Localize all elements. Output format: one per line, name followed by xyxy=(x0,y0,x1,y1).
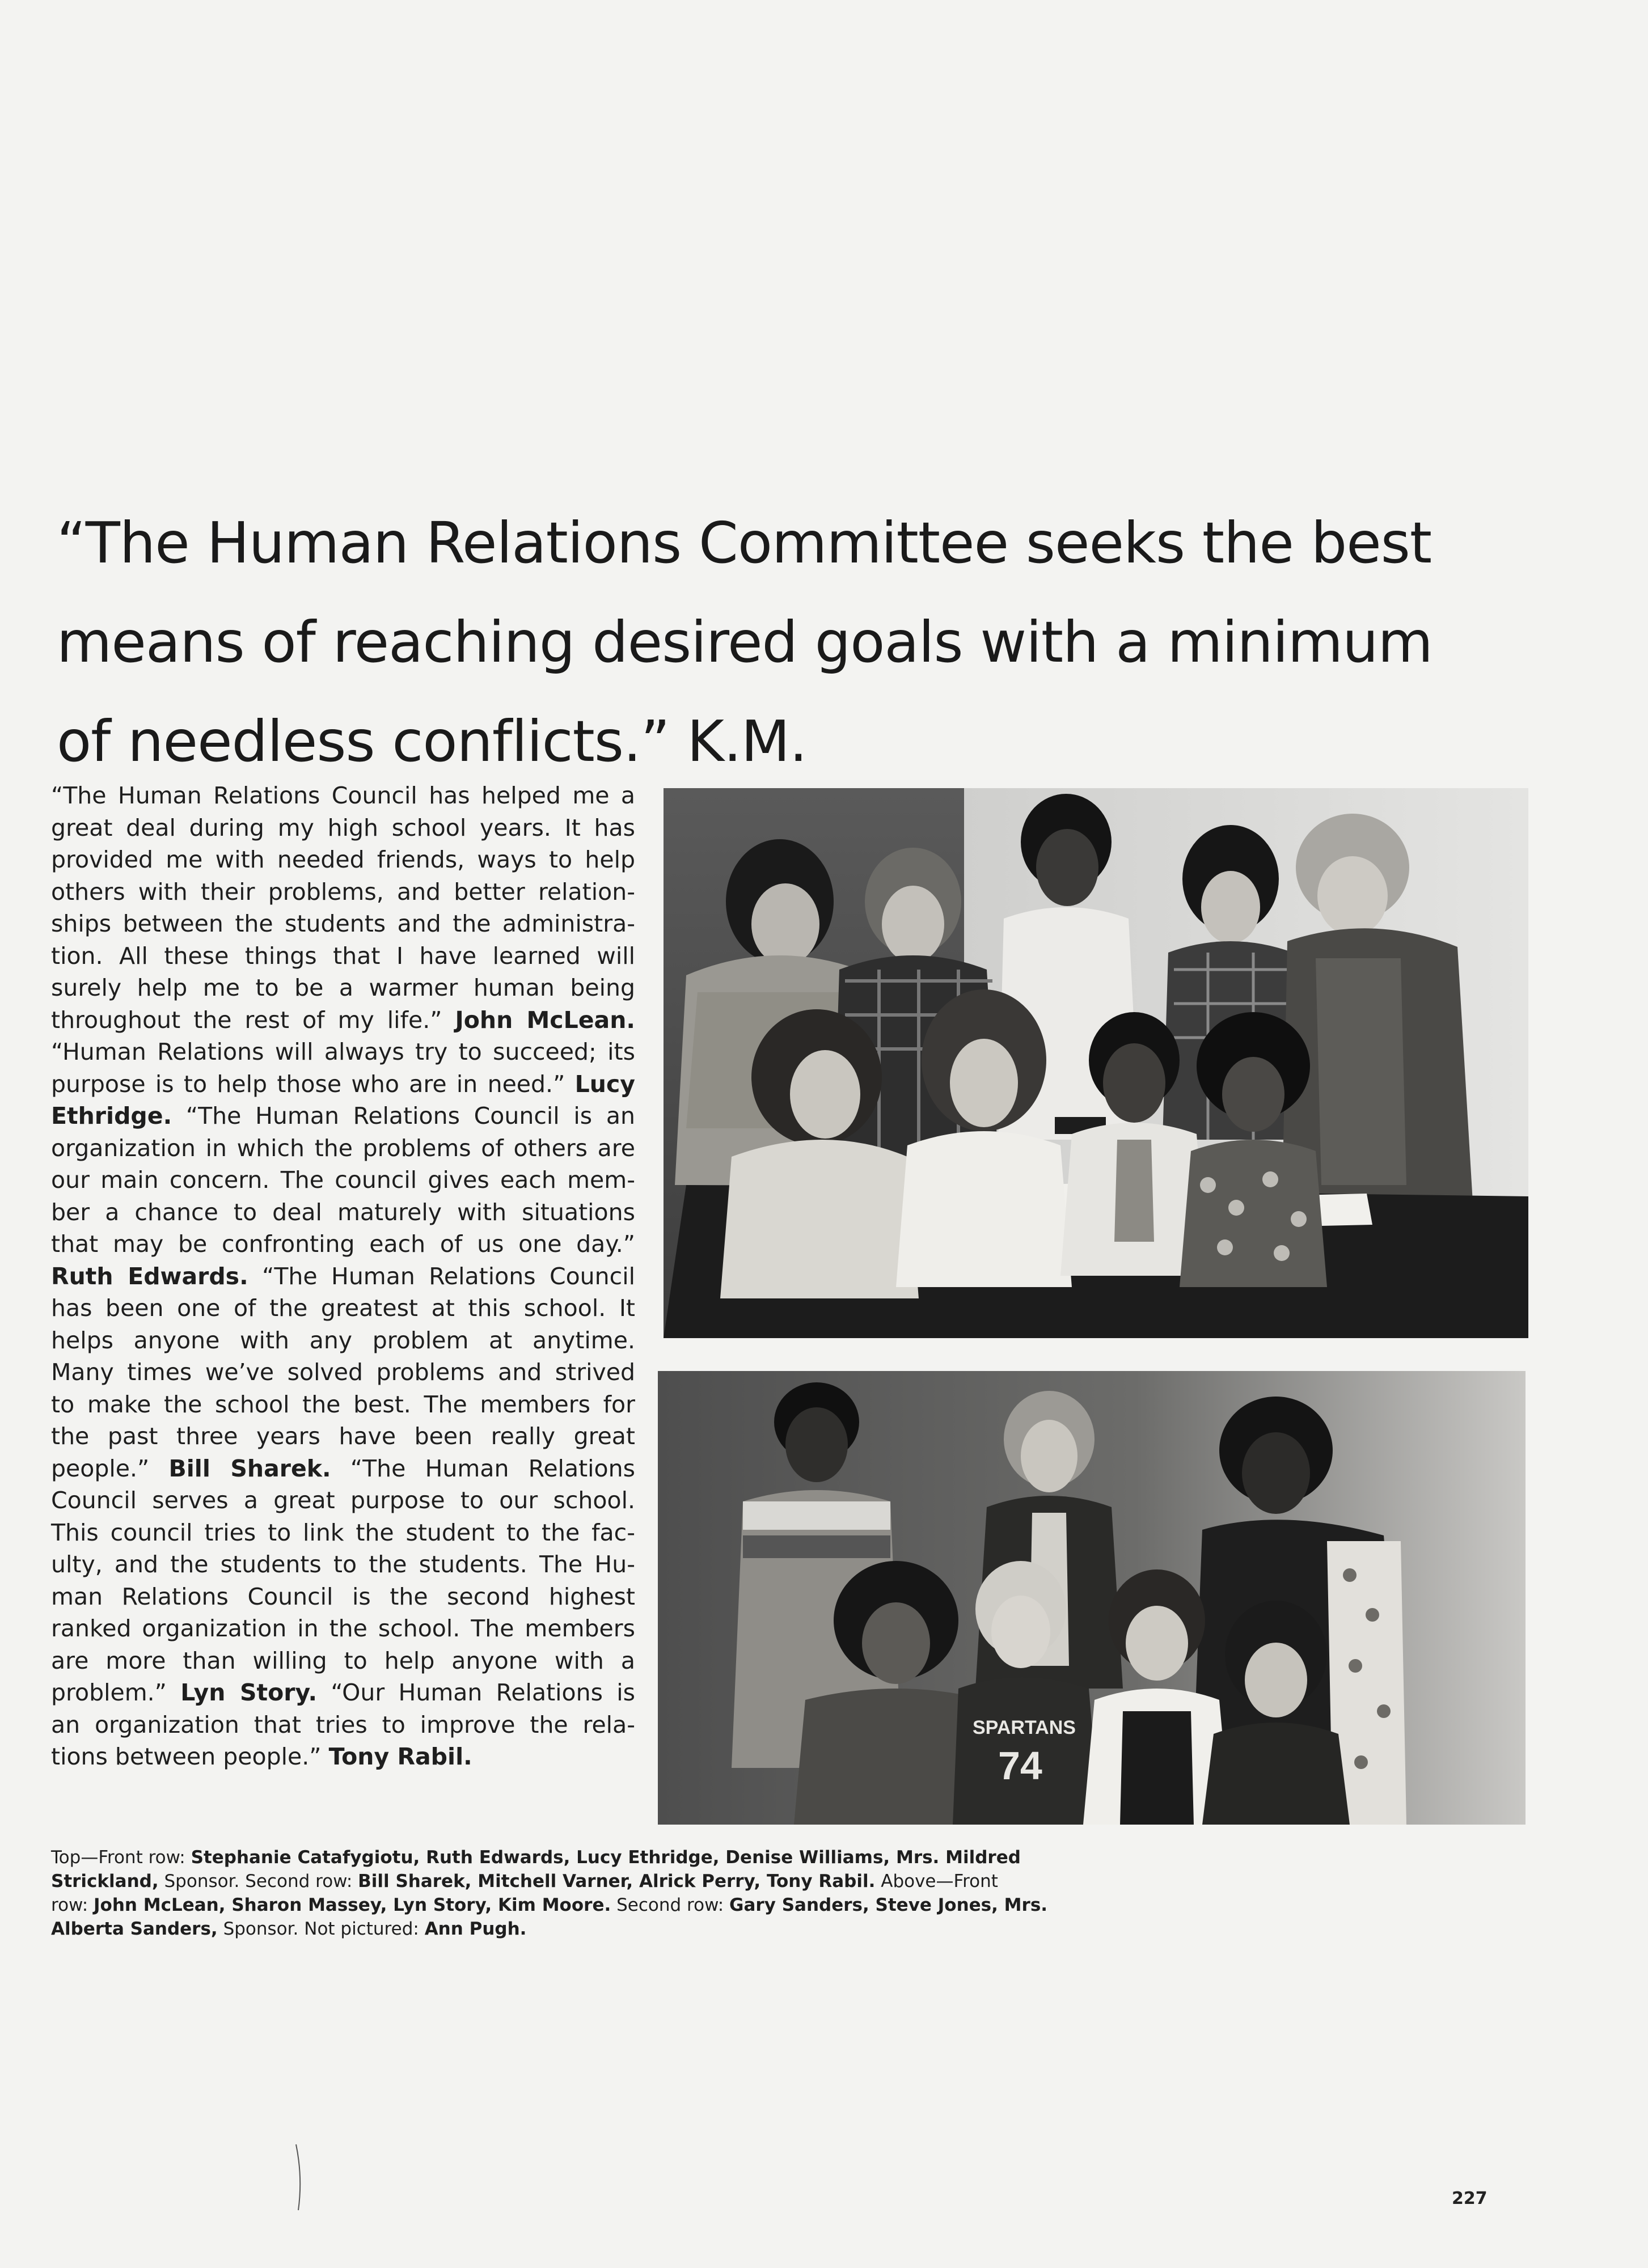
text-line: ulty, and the students to the students. The Hu- xyxy=(51,1551,635,1578)
author-name: Lyn Story. xyxy=(180,1679,318,1706)
text-line: “Human Relations will always try to succeed; its xyxy=(51,1038,635,1065)
caption-line xyxy=(51,1917,1401,1941)
bottom-photo-illustration xyxy=(658,1371,1526,1825)
author-name: John McLean. xyxy=(455,1006,635,1034)
text-line: helps anyone with any problem at anytime. xyxy=(51,1326,635,1354)
caption-names: Alberta Sanders, xyxy=(51,1919,218,1939)
quote-text: “Our Human Relations is xyxy=(331,1679,635,1706)
caption-line xyxy=(51,1893,1401,1917)
author-name: Lucy xyxy=(574,1070,635,1098)
text-line xyxy=(51,1260,635,1293)
text-line: ships between the students and the administra- xyxy=(51,910,635,937)
caption-label: Above—Front xyxy=(881,1871,998,1892)
caption-line xyxy=(51,1846,1401,1869)
headline-line-1: “The Human Relations Committee seeks the best xyxy=(57,510,1432,576)
caption-names: Ann Pugh. xyxy=(424,1919,527,1939)
text-line: ber a chance to deal maturely with situations xyxy=(51,1198,635,1226)
text-line xyxy=(51,1741,635,1773)
quote-text: “The Human Relations Council is an xyxy=(185,1102,635,1129)
text-line: are more than willing to help anyone with a xyxy=(51,1647,635,1674)
page-headline xyxy=(57,493,1433,791)
text-line: the past three years have been really great xyxy=(51,1423,635,1450)
author-name: Ethridge. xyxy=(51,1102,172,1129)
text-line xyxy=(51,1453,635,1485)
text-line: Council serves a great purpose to our school. xyxy=(51,1487,635,1514)
headline-line-2: means of reaching desired goals with a minimum xyxy=(57,609,1433,675)
text-line: tion. All these things that I have learned will xyxy=(51,942,635,970)
quote-text: throughout the rest of my life.” xyxy=(51,1006,442,1034)
text-line xyxy=(51,1677,635,1709)
text-line xyxy=(51,1068,635,1101)
text-line: others with their problems, and better relation- xyxy=(51,878,635,905)
caption-names: Stephanie Catafygiotu, Ruth Edwards, Lucy Ethridge, Denise Williams, Mrs. Mildred xyxy=(191,1847,1021,1868)
caption-names: Bill Sharek, Mitchell Varner, Alrick Perry, Tony Rabil. xyxy=(358,1871,876,1892)
bottom-group-photo xyxy=(658,1371,1526,1825)
caption-label: Sponsor. Not pictured: xyxy=(223,1919,419,1939)
text-line: our main concern. The council gives each mem- xyxy=(51,1166,635,1194)
text-line: organization in which the problems of others are xyxy=(51,1134,635,1162)
text-line: to make the school the best. The members for xyxy=(51,1390,635,1418)
author-name: Ruth Edwards. xyxy=(51,1262,248,1290)
caption-label: row: xyxy=(51,1895,88,1915)
text-line: This council tries to link the student to the fac- xyxy=(51,1518,635,1546)
quote-text: people.” xyxy=(51,1454,150,1482)
author-name: Tony Rabil. xyxy=(328,1743,472,1770)
text-line: great deal during my high school years. It has xyxy=(51,814,635,841)
quote-text: problem.” xyxy=(51,1679,167,1706)
page-number: 227 xyxy=(1452,2189,1488,2208)
front-row-figures xyxy=(720,989,1327,1298)
text-line: man Relations Council is the second highest xyxy=(51,1582,635,1610)
quote-text: tions between people.” xyxy=(51,1743,322,1770)
caption-line xyxy=(51,1869,1401,1893)
quote-text: “The Human Relations xyxy=(350,1454,635,1482)
text-line xyxy=(51,1100,635,1132)
text-line: that may be confronting each of us one day.” xyxy=(51,1230,635,1258)
top-group-photo xyxy=(664,788,1528,1338)
text-line: surely help me to be a warmer human being xyxy=(51,974,635,1001)
caption-label: Second row: xyxy=(616,1895,724,1915)
shirt-lettering: SPARTANS xyxy=(973,1717,1076,1738)
text-line: provided me with needed friends, ways to help xyxy=(51,846,635,873)
caption-label: Sponsor. Second row: xyxy=(164,1871,353,1892)
author-name: Bill Sharek. xyxy=(168,1454,331,1482)
caption-names: Strickland, xyxy=(51,1871,159,1892)
caption-label: Top—Front row: xyxy=(51,1847,185,1868)
caption-names: Gary Sanders, Steve Jones, Mrs. xyxy=(729,1895,1048,1915)
text-line: Many times we’ve solved problems and strived xyxy=(51,1359,635,1386)
top-photo-illustration xyxy=(664,788,1528,1338)
text-line: has been one of the greatest at this school. It xyxy=(51,1294,635,1322)
scan-artifact-mark xyxy=(294,2143,305,2211)
caption-names: John McLean, Sharon Massey, Lyn Story, Kim Moore. xyxy=(94,1895,611,1915)
text-line xyxy=(51,1004,635,1036)
headline-line-3: of needless conflicts.” K.M. xyxy=(57,708,807,775)
member-quotes-text xyxy=(51,780,635,1773)
text-line: an organization that tries to improve the rela- xyxy=(51,1711,635,1738)
quote-text: “The Human Relations Council xyxy=(262,1262,635,1290)
text-line: ranked organization in the school. The members xyxy=(51,1615,635,1642)
text-line: “The Human Relations Council has helped me a xyxy=(51,782,635,809)
shirt-number: 74 xyxy=(998,1744,1042,1788)
photo-caption xyxy=(51,1846,1401,1941)
quote-text: purpose is to help those who are in need.” xyxy=(51,1070,565,1098)
